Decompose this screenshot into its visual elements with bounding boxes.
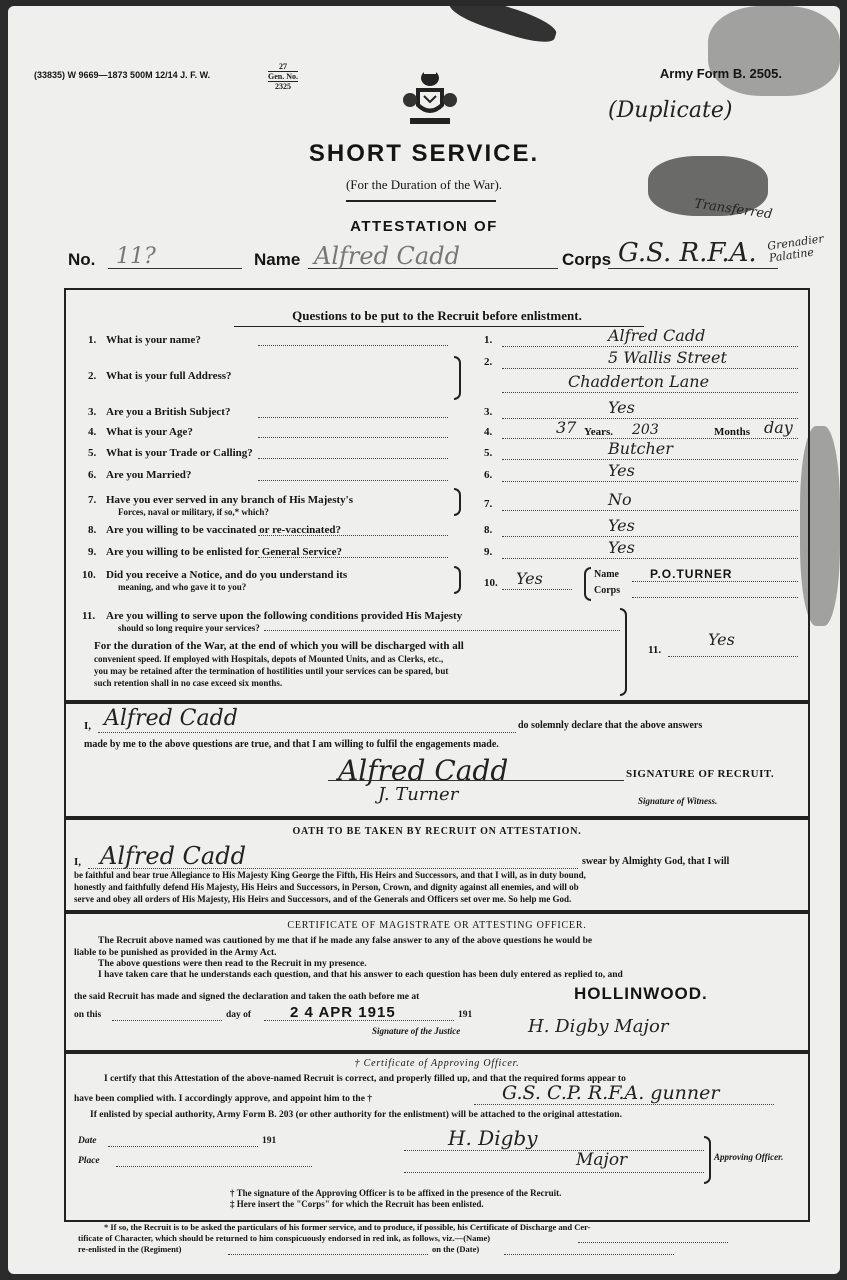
certificate-title: CERTIFICATE OF MAGISTRATE OR ATTESTING OFFICER.	[287, 920, 587, 931]
approval-title: † Certificate of Approving Officer.	[354, 1058, 520, 1069]
question-number: 5.	[88, 447, 97, 459]
questions-title: Questions to be put to the Recruit before enlistment.	[292, 308, 582, 323]
on-this-label: on this	[74, 1010, 102, 1020]
answer-value: 37	[556, 418, 577, 437]
corps-line	[608, 268, 778, 269]
question-text: Are you Married?	[106, 469, 192, 481]
answer-value: Butcher	[608, 439, 673, 458]
footnote-line	[578, 1242, 728, 1243]
approving-line	[404, 1150, 704, 1151]
certificate-text: The Recruit above named was cautioned by me that if he made any false answer to any of the above questions he would be	[98, 936, 593, 946]
divider	[346, 200, 496, 202]
question-number: 11.	[82, 610, 96, 622]
question-text: Did you receive a Notice, and do you understand its	[106, 569, 348, 581]
recruit-signature: Alfred Cadd	[338, 754, 509, 787]
brace	[454, 566, 461, 594]
brace	[584, 567, 591, 601]
corps-note: Grenadier Palatine	[766, 232, 825, 265]
oath-name: Alfred Cadd	[100, 842, 246, 870]
answer-dots	[502, 510, 798, 511]
question-text: Are you willing to be enlisted for General Service?	[106, 546, 343, 558]
conditions-line: convenient speed. If employed with Hospitals, depots of Mounted Units, and as Clerks, etc.,	[94, 654, 444, 664]
gen-number	[268, 62, 298, 91]
approval-note: ‡ Here insert the "Corps" for which the Recruit has been enlisted.	[230, 1199, 484, 1209]
brace	[454, 488, 461, 516]
justice-signature: H. Digby Major	[528, 1016, 669, 1037]
answer-value: Yes	[608, 461, 635, 480]
approving-line	[404, 1172, 704, 1173]
gen-no-top: 27	[279, 62, 287, 71]
certificate-text: the said Recruit has made and signed the declaration and taken the oath before me at	[74, 992, 420, 1002]
place-label: Place	[78, 1156, 100, 1166]
question-dots	[258, 437, 448, 438]
approval-text: have been complied with. I accordingly approve, and appoint him to the †	[74, 1094, 373, 1104]
no-label: No.	[68, 250, 96, 269]
place-stamp: HOLLINWOOD.	[574, 984, 708, 1003]
date-label: Date	[78, 1136, 97, 1146]
question-dots	[258, 345, 448, 346]
months-value: 203	[632, 422, 659, 438]
question-number: 7.	[88, 494, 97, 506]
certificate-text: I have taken care that he understands each question, and that his answer to each question has been duly entered as replied to, and	[98, 970, 623, 980]
justice-label: Signature of the Justice	[372, 1026, 461, 1036]
signature-label: SIGNATURE OF RECRUIT.	[626, 768, 775, 780]
print-reference: (33835) W 9669—1873 500M 12/14 J. F. W.	[34, 70, 211, 80]
approving-label: Approving Officer.	[714, 1152, 784, 1162]
transferred-remark: Transferred	[693, 196, 774, 223]
question-text: What is your name?	[106, 334, 201, 346]
duplicate-annotation: (Duplicate)	[608, 98, 733, 123]
notice-name-stamp: P.O.TURNER	[650, 567, 733, 581]
witness-signature: J. Turner	[378, 784, 459, 805]
question-number: 10.	[82, 569, 96, 581]
brace	[704, 1136, 711, 1184]
answer-value: Yes	[608, 516, 635, 535]
conditions-line: For the duration of the War, at the end of which you will be discharged with all	[94, 640, 464, 652]
answer-number: 10.	[484, 577, 498, 589]
answer-dots	[502, 481, 798, 482]
form-subtitle: (For the Duration of the War).	[345, 177, 503, 192]
question-number: 9.	[88, 546, 97, 558]
answer-dots	[502, 536, 798, 537]
question-text: Are you willing to be vaccinated or re-vaccinated?	[106, 524, 341, 536]
question-text: Are you willing to serve upon the following conditions provided His Majesty	[106, 610, 463, 622]
question-number: 2.	[88, 370, 97, 382]
question-dots	[258, 557, 448, 558]
attestation-heading: ATTESTATION OF	[350, 218, 498, 235]
question-text-cont: should so long require your services?	[118, 623, 260, 633]
approval-corps-line	[474, 1104, 774, 1105]
footnote: tificate of Character, which should be returned to him conspicuously endorsed in red ink, as follows, viz.—(Name)	[78, 1233, 491, 1243]
answer-dots	[502, 346, 798, 347]
approval-text: I certify that this Attestation of the above-named Recruit is correct, and properly filled up, and that the required forms appear to	[104, 1074, 626, 1084]
notice-corps-label: Corps	[594, 585, 621, 596]
ink-blot	[708, 6, 840, 96]
brace	[454, 356, 461, 400]
name-label: Name	[254, 250, 301, 269]
answer-number: 3.	[484, 406, 493, 418]
question-dots	[258, 535, 448, 536]
year-label: 191	[458, 1010, 473, 1020]
witness-label: Signature of Witness.	[638, 796, 718, 806]
answer-number: 1.	[484, 334, 493, 346]
answer-number: 7.	[484, 498, 493, 510]
answer-dots	[502, 392, 798, 393]
approving-rank: Major	[576, 1150, 628, 1170]
date-stamp: 2 4 APR 1915	[290, 1004, 396, 1021]
answer-number: 11.	[648, 644, 662, 656]
gen-no-label: Gen. No.	[268, 72, 298, 81]
approval-text: If enlisted by special authority, Army Form B. 203 (or other authority for the enlistment) will be attached to the original attestation.	[90, 1110, 622, 1120]
question-number: 1.	[88, 334, 97, 346]
answer-dots	[668, 656, 798, 657]
footnote: re-enlisted in the (Regiment)	[78, 1244, 182, 1254]
answer-value: Alfred Cadd	[608, 326, 706, 345]
month-line	[264, 1020, 454, 1021]
approval-note: † The signature of the Approving Officer is to be affixed in the presence of the Recruit.	[230, 1188, 562, 1198]
question-number: 3.	[88, 406, 97, 418]
attestation-form	[8, 6, 840, 1274]
approval-year: 191	[262, 1136, 277, 1146]
no-value: 11?	[116, 244, 156, 269]
approval-corps: G.S. C.P. R.F.A. gunner	[502, 1082, 720, 1104]
brace	[620, 608, 627, 696]
declaration-i: I,	[84, 720, 92, 732]
corps-label: Corps	[562, 250, 612, 269]
oath-text: serve and obey all orders of His Majesty, His Heirs and Successors, and of the Generals and Officers set over me. So help me God.	[74, 894, 572, 904]
ink-blot	[447, 6, 560, 48]
form-title: SHORT SERVICE.	[308, 140, 540, 167]
answer-value: No	[608, 490, 632, 509]
declaration-text: do solemnly declare that the above answers	[518, 720, 703, 731]
date-line	[108, 1146, 258, 1147]
question-dots	[258, 458, 448, 459]
notice-name-label: Name	[594, 569, 619, 580]
answer-number: 2.	[484, 356, 493, 368]
footnote-line	[228, 1254, 428, 1255]
certificate-text: The above questions were then read to the Recruit in my presence.	[98, 959, 367, 969]
oath-text: be faithful and bear true Allegiance to His Majesty King George the Fifth, His Heirs and Successors, and that I will, as in duty bound,	[74, 870, 586, 880]
certificate-text: liable to be punished as provided in the Army Act.	[74, 948, 277, 958]
question-text: What is your Age?	[106, 426, 193, 438]
answer-number: 5.	[484, 447, 493, 459]
question-text: What is your Trade or Calling?	[106, 447, 253, 459]
royal-crest-icon	[400, 66, 460, 132]
divider	[234, 326, 644, 327]
answer-dots	[502, 459, 798, 460]
place-line	[116, 1166, 312, 1167]
conditions-line: such retention shall in no case exceed six months.	[94, 678, 283, 688]
footnote: on the (Date)	[432, 1244, 480, 1254]
question-text-cont: Forces, naval or military, if so,* which?	[118, 507, 269, 517]
approving-signature: H. Digby	[448, 1126, 538, 1150]
oath-text: honestly and faithfully defend His Majesty, His Heirs and Successors, in Person, Crown, and dignity against all enemies, and will ob	[74, 882, 579, 892]
answer-value: Yes	[608, 398, 635, 417]
answer-number: 9.	[484, 546, 493, 558]
declaration-text: made by me to the above questions are true, and that I am willing to fulfil the engagements made.	[84, 739, 499, 750]
question-number: 8.	[88, 524, 97, 536]
answer-dots	[502, 558, 798, 559]
answer-value: Yes	[708, 630, 735, 649]
notice-name-dots	[632, 581, 798, 582]
answer-value: Yes	[516, 569, 543, 588]
question-text: Have you ever served in any branch of His Majesty's	[106, 494, 353, 506]
notice-corps-dots	[632, 597, 798, 598]
years-label: Years.	[584, 426, 614, 438]
footnote: * If so, the Recruit is to be asked the particulars of his former service, and to produce, if possible, his Certificate of Discharge and Cer-	[104, 1222, 591, 1232]
months-label: Months	[714, 426, 751, 438]
question-number: 6.	[88, 469, 97, 481]
oath-title: OATH TO BE TAKEN BY RECRUIT ON ATTESTATION.	[292, 826, 582, 837]
answer-value: 5 Wallis Street	[608, 348, 727, 367]
question-dots	[258, 480, 448, 481]
army-form-number: Army Form B. 2505.	[659, 66, 782, 81]
answer-number: 6.	[484, 469, 493, 481]
question-text: What is your full Address?	[106, 370, 232, 382]
answer-value-2: Chadderton Lane	[568, 372, 710, 391]
declaration-name: Alfred Cadd	[104, 706, 238, 731]
corps-value: G.S. R.F.A.	[618, 238, 757, 268]
conditions-line: you may be retained after the termination of hostilities until your services can be spared, but	[94, 666, 449, 676]
question-dots	[258, 417, 448, 418]
oath-i: I,	[74, 856, 82, 868]
answer-dots	[502, 368, 798, 369]
answer-number: 4.	[484, 426, 493, 438]
answer-dots	[502, 589, 572, 590]
footnote-line	[504, 1254, 674, 1255]
question-text-cont: meaning, and who gave it to you?	[118, 582, 247, 592]
answer-dots	[502, 418, 798, 419]
age-extra: day	[764, 418, 793, 437]
gen-no-bottom: 2325	[275, 82, 291, 91]
day-of-label: day of	[226, 1010, 252, 1020]
signature-line	[328, 780, 624, 781]
answer-value: Yes	[608, 538, 635, 557]
declaration-name-line	[98, 732, 516, 733]
question-text: Are you a British Subject?	[106, 406, 231, 418]
answer-number: 8.	[484, 524, 493, 536]
name-value: Alfred Cadd	[314, 242, 460, 270]
day-line	[112, 1020, 222, 1021]
question-number: 4.	[88, 426, 97, 438]
oath-text: swear by Almighty God, that I will	[582, 856, 730, 867]
question-dots	[264, 630, 620, 631]
